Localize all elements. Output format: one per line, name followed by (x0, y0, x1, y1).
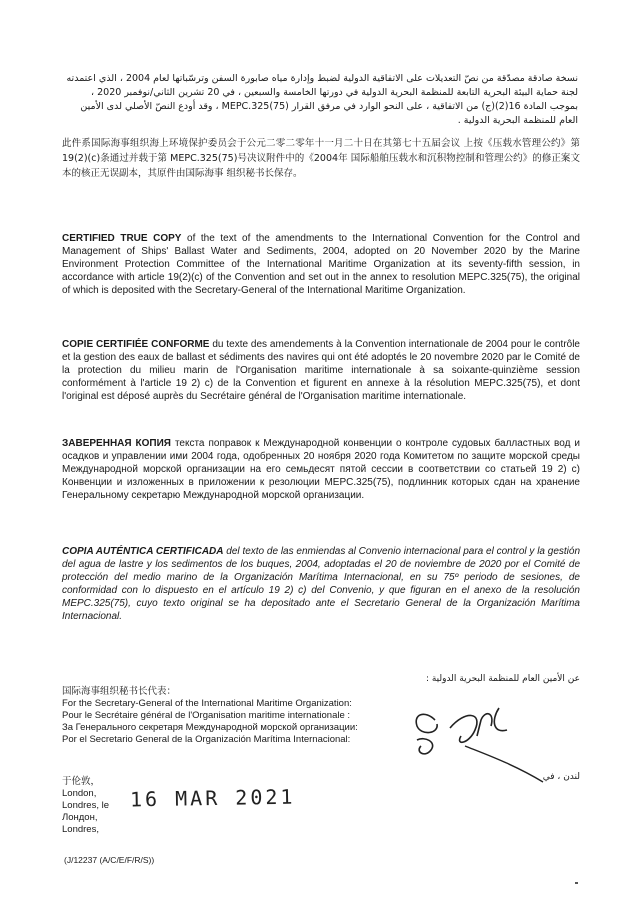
handwritten-date: 16 MAR 2021 (129, 784, 296, 812)
english-signature-label: For the Secretary-General of the International Maritime Organization: (62, 698, 352, 709)
french-signature-label: Pour le Secrétaire général de l'Organisation maritime internationale : (62, 710, 351, 721)
arabic-place-label: لندن ، في (542, 772, 580, 782)
place-english: London, (62, 788, 97, 799)
spanish-lead: COPIA AUTÉNTICA CERTIFICADA (62, 546, 224, 557)
chinese-certification-paragraph: 此件系国际海事组织海上环境保护委员会于公元二零二零年十一月二十日在其第七十五届会议 上按《压载水管理公约》第 19(2)(c)条通过并载于第 MEPC.325(75)号决议附件中的《2004年 国际船舶压载水和沉积物控制和管理公约》的修正案文本的核正无误副本，其原件由国际海事 组织秘书长保存。 (62, 138, 580, 179)
place-russian: Лондон, (62, 812, 98, 823)
english-lead: CERTIFIED TRUE COPY (62, 233, 182, 244)
place-spanish: Londres, (62, 824, 99, 835)
russian-signature-label: За Генерального секретаря Международной морской организации: (62, 722, 358, 733)
document-reference: (J/12237 (A/C/E/F/R/S)) (64, 855, 155, 865)
french-body: du texte des amendements à la Convention internationale de 2004 pour le contrôle et la gestion des eaux de ballast et sédiments des navires qui ont été adoptés le 20 novembre 2020 par le Comité de la protection du milieu marin de l'Organisation maritime internationale à sa soixante-quinzième session conformément à l'article 19 2) c) de la Convention et figurent en annexe à la résolution MEPC.325(75), et dont l'original est déposé auprès du Secrétaire général de l'Organisation maritime internationale. (62, 339, 580, 402)
arabic-signature-label: عن الأمين العام للمنظمة البحرية الدولية : (425, 674, 580, 684)
russian-body: текста поправок к Международной конвенции о контроле судовых балластных вод и осадков и управлении ими 2004 года, одобренных 20 ноября 2020 года Комитетом по защите морской среды Международной морской организации на его семьдесят пятой сессии в соответствии со статьей 19 2) с) Конвенции и изложенных в приложении к резолюции MEPC.325(75), подлинник которых сдан на хранение Генеральному секретарю Международной морской организации. (62, 438, 580, 501)
english-certification-paragraph (62, 232, 580, 297)
english-body: of the text of the amendments to the International Convention for the Control and Management of Ships' Ballast Water and Sediments, 2004, adopted on 20 November 2020 by the Marine Environment Protection Committee of the International Maritime Organization at its seventy-fifth session, in accordance with article 19(2)(c) of the Convention and set out in the annex to resolution MEPC.325(75), the original of which is deposited with the Secretary-General of the International Maritime Organization. (62, 233, 580, 296)
french-lead: COPIE CERTIFIÉE CONFORME (62, 339, 210, 350)
russian-certification-paragraph (62, 437, 580, 502)
chinese-signature-label: 国际海事组织秘书长代表： (62, 686, 177, 697)
handwritten-signature (395, 690, 545, 785)
spanish-signature-label: Por el Secretario General de la Organización Marítima Internacional: (62, 734, 351, 745)
signature-labels (62, 686, 402, 746)
russian-lead: ЗАВЕРЕННАЯ КОПИЯ (62, 438, 171, 449)
arabic-certification-paragraph: نسخة صادقة مصدّقة من نصّ التعديلات على الاتفاقية الدولية لضبط وإدارة مياه صابورة السفن وترسّباتها لعام 2004 ، الذي اعتمدته لجنة حماية البيئة البحرية التابعة للمنظمة البحرية الدولية في دورتها الخامسة والسبعين ، في 20 تشرين الثاني/نوفمبر 2020 ، بموجب المادة 16(2)(ج) من الاتفاقية ، على النحو الوارد في مرفق القرار MEPC.325(75) ، وقد أودع النصّ الأصلي لدى الأمين العام للمنظمة البحرية الدولية . (66, 73, 578, 126)
french-certification-paragraph (62, 338, 580, 403)
spanish-body: del texto de las enmiendas al Convenio internacional para el control y la gestión del agua de lastre y los sedimentos de los buques, 2004, adoptadas el 20 de noviembre de 2020 por el Comité de protección del medio marino de la Organización Marítima Internacional, en su 75º periodo de sesiones, de conformidad con lo dispuesto en el artículo 19 2) c) del Convenio, y que figuran en el anexo de la resolución MEPC.325(75), cuyo texto original se ha depositado ante el Secretario General de la Organización Marítima Internacional. (62, 546, 581, 622)
spanish-certification-paragraph (62, 545, 580, 623)
place-french: Londres, le (62, 800, 110, 811)
place-chinese: 于伦敦， (62, 776, 101, 787)
scan-mark (575, 882, 578, 884)
